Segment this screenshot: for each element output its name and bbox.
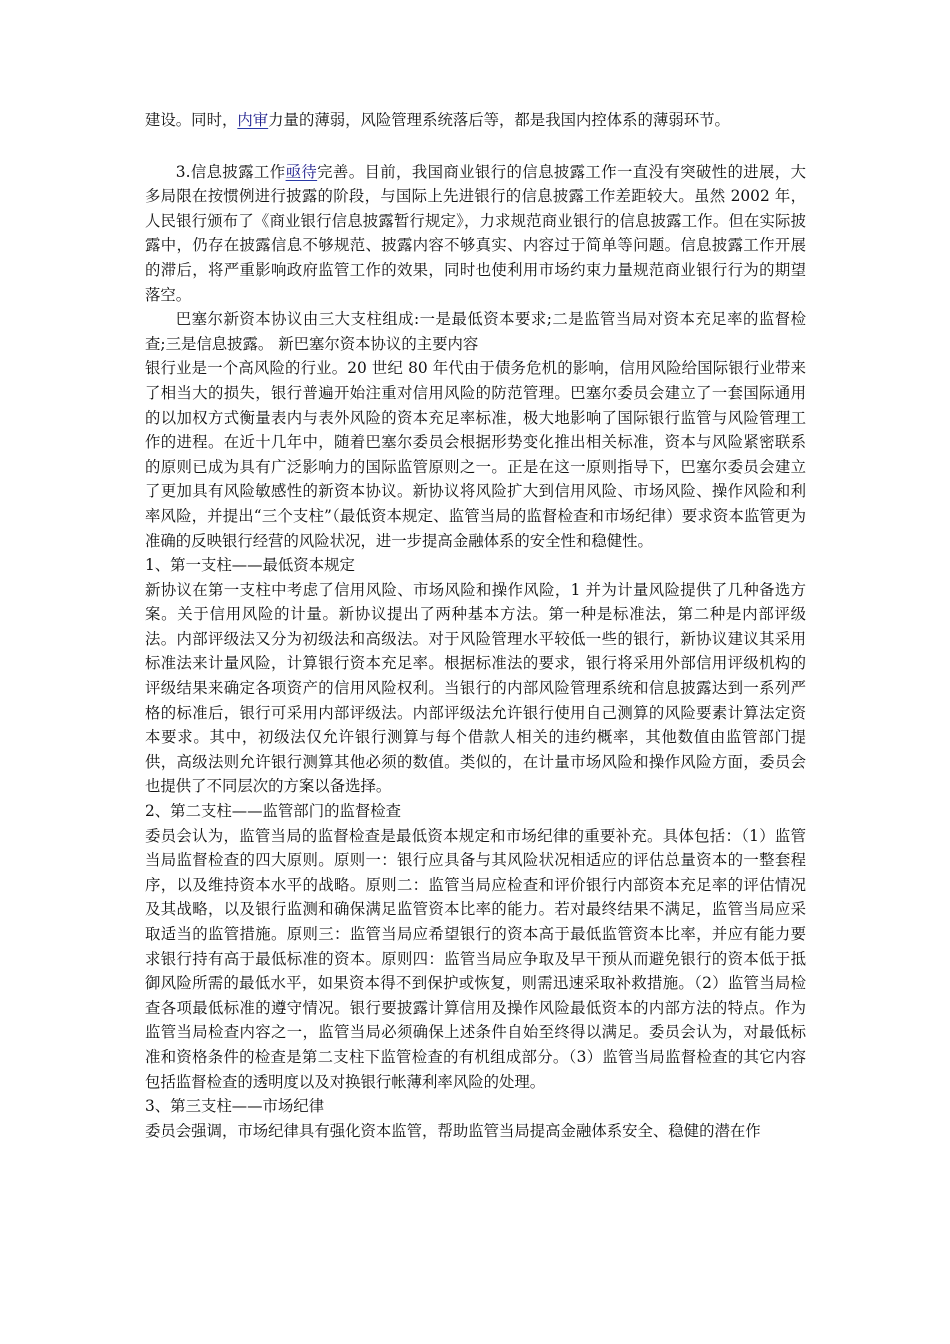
paragraph-banking-risk: 银行业是一个高风险的行业。20 世纪 80 年代由于债务危机的影响，信用风险给国际银行业带来了相当大的损失，银行普遍开始注重对信用风险的防范管理。巴塞尔委员会建立了一套国际通用的以加权方式衡量表内与表外风险的资本充足率标准，极大地影响了国际银行监管与风险管理工作的进程。在近十几年中，随着巴塞尔委员会根据形势变化推出相关标准，资本与风险紧密联系的原则已成为具有广泛影响力的国际监管原则之一。正是在这一原则指导下，巴塞尔委员会建立了更加具有风险敏感性的新资本协议。新协议将风险扩大到信用风险、市场风险、操作风险和利率风险，并提出“三个支柱”（最低资本规定、监管当局的监督检查和市场纪律）要求资本监管更为准确的反映银行经营的风险状况，进一步提高金融体系的安全性和稳健性。 bbox=[145, 359, 806, 550]
paragraph-pillar-one: 新协议在第一支柱中考虑了信用风险、市场风险和操作风险，1 并为计量风险提供了几种备选方案。关于信用风险的计量。新协议提出了两种基本方法。第一种是标准法，第二种是内部评级法。内部评级法又分为初级法和高级法。对于风险管理水平较低一些的银行，新协议建议其采用标准法来计量风险，计算银行资本充足率。根据标准法的要求，银行将采用外部信用评级机构的评级结果来确定各项资产的信用风险权利。当银行的内部风险管理系统和信息披露达到一系列严格的标准后，银行可采用内部评级法。内部评级法允许银行使用自己测算的风险要素计算法定资本要求。其中，初级法仅允许银行测算与每个借款人相关的违约概率，其他数值由监管部门提供，高级法则允许银行测算其他必须的数值。类似的，在计量市场风险和操作风险方面，委员会也提供了不同层次的方案以备选择。 bbox=[145, 580, 806, 796]
paragraph-text: 3.信息披露工作 bbox=[175, 162, 286, 181]
paragraph-text: 建设。同时， bbox=[145, 111, 238, 129]
link-urgently-needed[interactable]: 亟待 bbox=[285, 162, 318, 181]
section-heading-pillar-three: 3、第三支柱——市场纪律 bbox=[145, 1097, 325, 1116]
paragraph-internal-control bbox=[145, 108, 806, 133]
section-heading-pillar-one: 1、第一支柱——最低资本规定 bbox=[145, 556, 355, 575]
paragraph-text: 力量的薄弱，风险管理系统落后等，都是我国内控体系的薄弱环节。 bbox=[268, 111, 730, 129]
paragraph-gap bbox=[145, 133, 806, 160]
section-heading-pillar-two: 2、第二支柱——监管部门的监督检查 bbox=[145, 802, 402, 821]
paragraph-text: 完善。目前，我国商业银行的信息披露工作一直没有突破性的进展，大多局限在按惯例进行披露的阶段，与国际上先进银行的信息披露工作差距较大。虽然 2002 年，人民银行颁布了《商业银行信息披露暂行规定》，力求规范商业银行的信息披露工作。但在实际披露中，仍存在披露信息不够规范、披露内容不够真实、内容过于简单等问题。信息披露工作开展的滞后，将严重影响政府监管工作的效果，同时也使利用市场约束力量规范商业银行行为的期望落空。 bbox=[145, 162, 806, 304]
paragraph-info-disclosure bbox=[145, 160, 806, 308]
link-internal-audit[interactable]: 内审 bbox=[237, 111, 269, 129]
paragraph-three-pillars-intro: 巴塞尔新资本协议由三大支柱组成:一是最低资本要求;二是监管当局对资本充足率的监督检查;三是信息披露。 新巴塞尔资本协议的主要内容 bbox=[145, 310, 806, 353]
paragraph-pillar-two: 委员会认为，监管当局的监督检查是最低资本规定和市场纪律的重要补充。具体包括：（1）监管当局监督检查的四大原则。原则一：银行应具备与其风险状况相适应的评估总量资本的一整套程序，以及维持资本水平的战略。原则二：监管当局应检查和评价银行内部资本充足率的评估情况及其战略，以及银行监测和确保满足监管资本比率的能力。若对最终结果不满足，监管当局应采取适当的监管措施。原则三：监管当局应希望银行的资本高于最低监管资本比率，并应有能力要求银行持有高于最低标准的资本。原则四：监管当局应争取及早干预从而避免银行的资本低于抵御风险所需的最低水平，如果资本得不到保护或恢复，则需迅速采取补救措施。（2）监管当局检查各项最低标准的遵守情况。银行要披露计算信用及操作风险最低资本的内部方法的特点。作为监管当局检查内容之一，监管当局必须确保上述条件自始至终得以满足。委员会认为，对最低标准和资格条件的检查是第二支柱下监管检查的有机组成部分。（3）监管当局监督检查的其它内容包括监督检查的透明度以及对换银行帐薄利率风险的处理。 bbox=[145, 826, 806, 1091]
paragraph-pillar-three: 委员会强调，市场纪律具有强化资本监管，帮助监管当局提高金融体系安全、稳健的潜在作 bbox=[145, 1121, 761, 1140]
